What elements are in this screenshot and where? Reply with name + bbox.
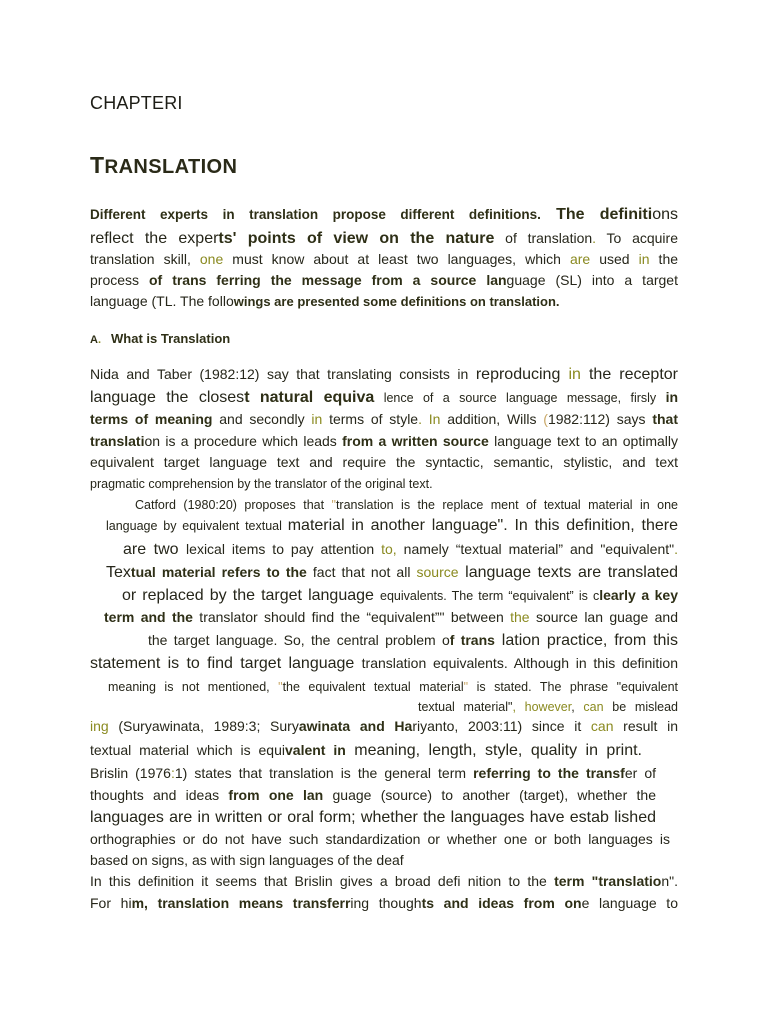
nida-line-5: equivalent target language text and require the syntactic, semantic, stylistic, and text	[90, 454, 678, 470]
catford-line-10: textual material", however, can be mislead	[418, 700, 678, 714]
nida-line-6: pragmatic comprehension by the translator of the original text.	[90, 477, 433, 491]
nida-line-4: translation is a procedure which leads from a written source language text to an optimally	[90, 433, 678, 449]
catford-line-1: Catford (1980:20) proposes that "translation is the replace ment of textual material in one	[135, 498, 679, 512]
catford-line-11: ing (Suryawinata, 1989:3; Suryawinata and Hariyanto, 2003:11) since it can result in	[90, 718, 678, 734]
nida-line-2: language the closest natural equiva lence of a source language message, firsly in	[90, 389, 679, 406]
catford-line-12: textual material which is equivalent in meaning, length, style, quality in print.	[90, 742, 642, 759]
title-small-letter: R	[104, 157, 119, 178]
conclusion-line-1: In this definition it seems that Brislin gives a broad defi nition to the term "translation".	[90, 873, 678, 889]
chapter-title	[90, 152, 237, 179]
section-a-heading	[90, 331, 230, 346]
intro-line-4: process of trans ferring the message from a source language (SL) into a target	[90, 272, 678, 288]
intro-line-5: language (TL. The followings are presented some definitions on translation.	[90, 293, 560, 309]
intro-line-1: Different experts in translation propose different definitions. The definitions	[90, 206, 678, 223]
nida-line-1: Nida and Taber (1982:12) say that translating consists in reproducing in the receptor	[90, 366, 679, 383]
catford-line-4: Textual material refers to the fact that not all source language texts are translated	[106, 564, 678, 581]
catford-line-6: term and the translator should find the “equivalent”" between the source lan guage and	[104, 609, 678, 625]
brislin-line-5: based on signs, as with sign languages of the deaf	[90, 852, 404, 868]
section-a-letter: A.	[90, 334, 102, 346]
intro-line-3: translation skill, one must know about at least two languages, which are used in the	[90, 251, 679, 267]
brislin-line-4: orthographies or do not have such standardization or whether one or both languages is	[90, 831, 670, 847]
catford-line-9: meaning is not mentioned, "the equivalent textual material" is stated. The phrase "equivalent	[108, 680, 678, 694]
conclusion-line-2: For him, translation means transferring thoughts and ideas from one language to	[90, 895, 678, 911]
catford-line-7: the target language. So, the central problem of trans lation practice, from this	[148, 632, 678, 649]
catford-line-2: language by equivalent textual material in another language". In this definition, there	[106, 517, 678, 534]
catford-line-3: are two lexical items to pay attention to, namely “textual material” and "equivalent".	[123, 541, 678, 558]
brislin-line-3: languages are in written or oral form; whether the languages have estab lished	[90, 809, 656, 826]
catford-line-8: statement is to find target language translation equivalents. Although in this definition	[90, 655, 678, 672]
brislin-line-2: thoughts and ideas from one lan guage (source) to another (target), whether the	[90, 787, 656, 803]
chapter-label: CHAPTERI	[90, 93, 183, 113]
title-rest: ANSLATION	[118, 156, 238, 178]
nida-line-3: terms of meaning and secondly in terms of style. In addition, Wills (1982:112) says that	[90, 411, 678, 427]
intro-line-2: reflect the experts' points of view on the nature of translation. To acquire	[90, 230, 678, 247]
catford-line-5: or replaced by the target language equivalents. The term “equivalent” is clearly a key	[122, 587, 679, 604]
title-initial: T	[90, 152, 105, 178]
brislin-line-1: Brislin (1976:1) states that translation is the general term referring to the transfer of	[90, 765, 656, 781]
section-a-title: What is Translation	[111, 331, 231, 346]
